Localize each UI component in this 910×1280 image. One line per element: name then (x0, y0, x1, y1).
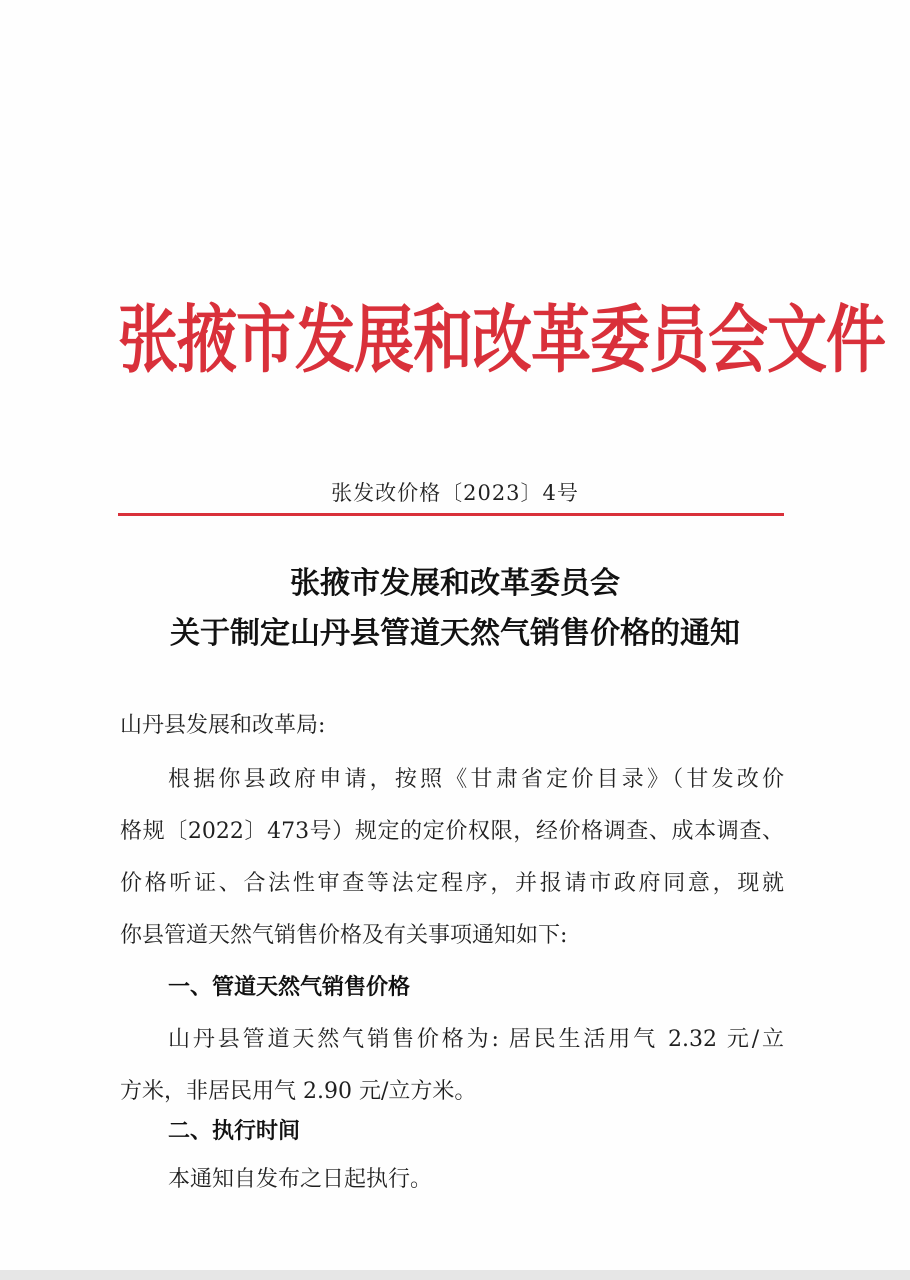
section-2-heading: 二、执行时间 (168, 1119, 301, 1144)
intro-line-2: 格规〔2022〕473号）规定的定价权限，经价格调查、成本调查、 (120, 819, 784, 844)
intro-line-3: 价格听证、合法性审查等法定程序，并报请市政府同意，现就 (120, 871, 784, 896)
masthead-title: 张掖市发展和改革委员会文件 (118, 297, 885, 384)
section-1-heading: 一、管道天然气销售价格 (168, 975, 411, 1000)
section-1-line-2: 方米，非居民用气 2.90 元/立方米。 (120, 1079, 477, 1104)
document-number: 张发改价格〔2023〕4号 (331, 481, 579, 505)
notice-title-line-1: 张掖市发展和改革委员会 (290, 566, 620, 601)
notice-title-line-2: 关于制定山丹县管道天然气销售价格的通知 (170, 616, 740, 651)
section-1-line-1: 山丹县管道天然气销售价格为: 居民生活用气 2.32 元/立 (168, 1027, 784, 1052)
page-bottom-edge (0, 1270, 910, 1280)
intro-line-4: 你县管道天然气销售价格及有关事项通知如下: (120, 923, 568, 948)
red-divider-line (118, 513, 784, 516)
intro-line-1: 根据你县政府申请，按照《甘肃省定价目录》（甘发改价 (168, 767, 784, 792)
section-2-body: 本通知自发布之日起执行。 (168, 1167, 433, 1192)
recipient: 山丹县发展和改革局: (120, 713, 326, 738)
